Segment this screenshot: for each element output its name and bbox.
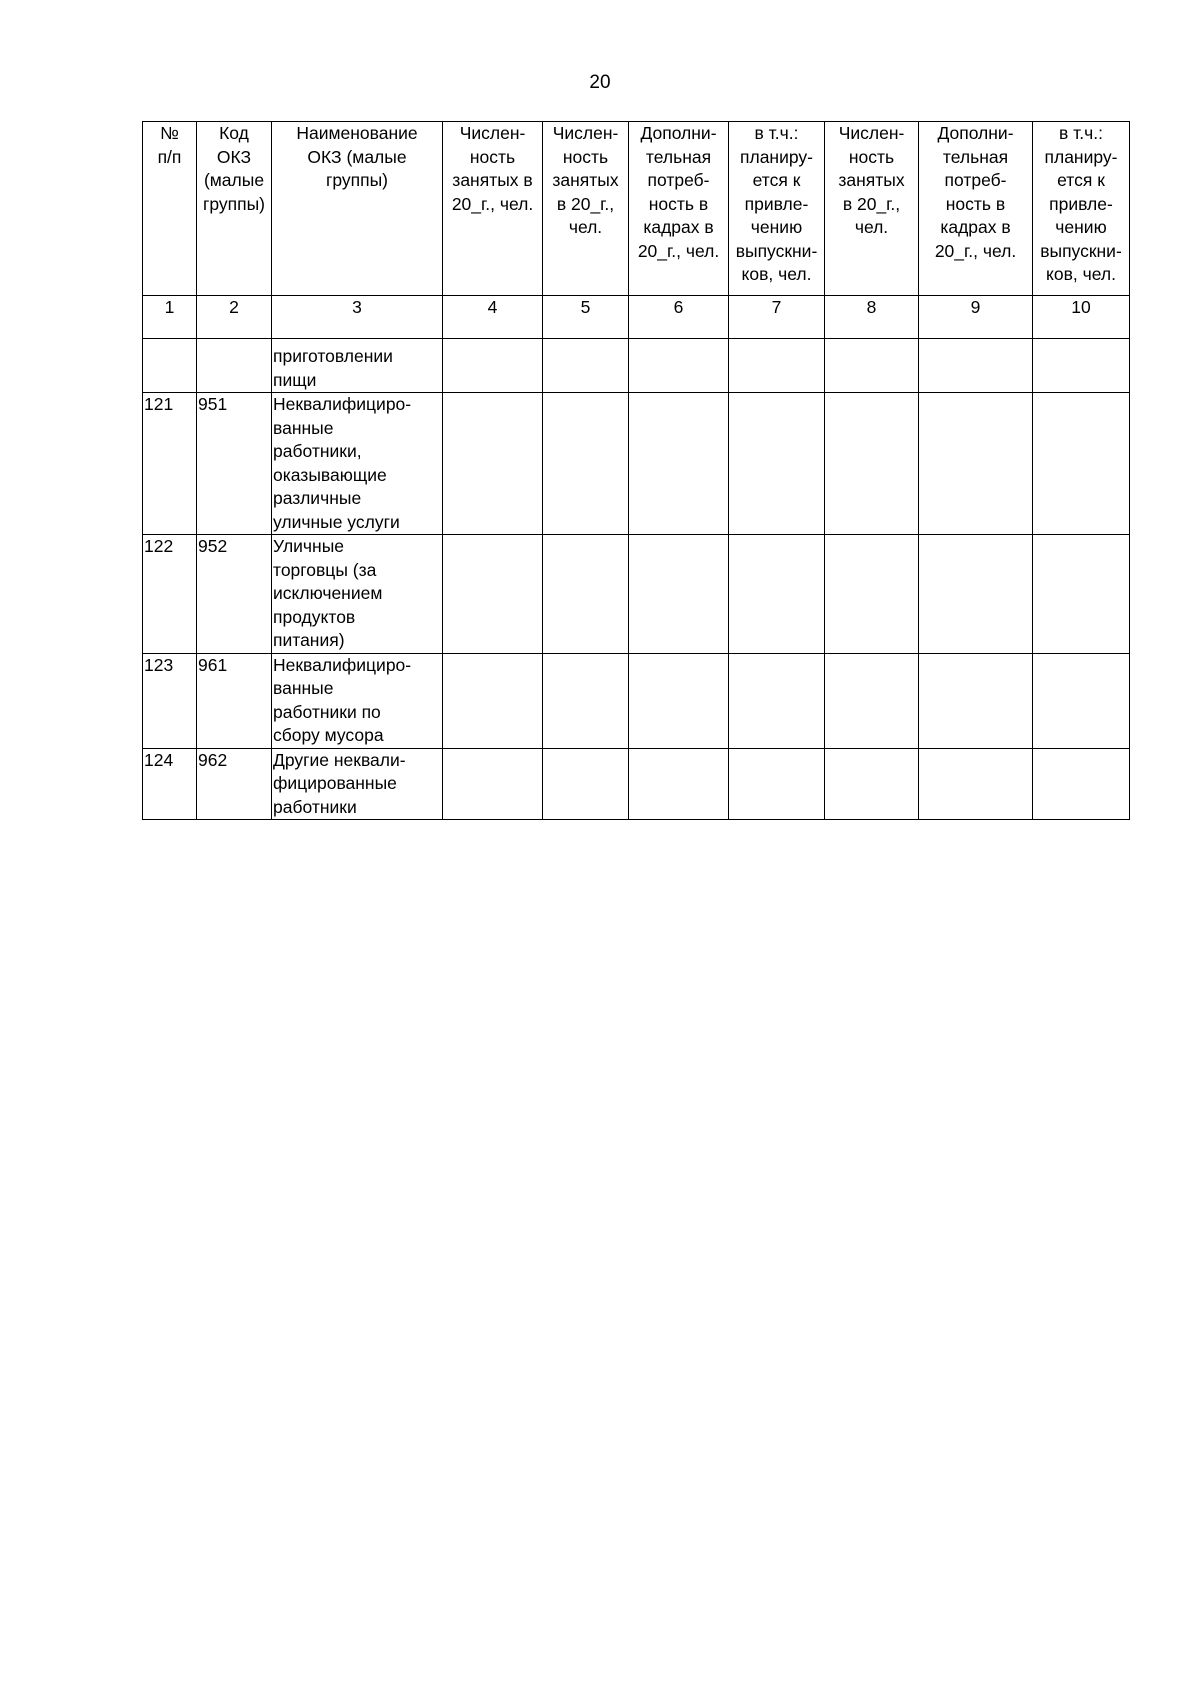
- column-number: 2: [197, 296, 272, 339]
- data-cell: [919, 653, 1033, 748]
- table-row: [143, 393, 1130, 535]
- header-employed-1: Числен- ность занятых в 20_г., чел.: [443, 122, 543, 296]
- data-cell: [1033, 393, 1130, 535]
- okz-name-cell: Уличные торговцы (за исключением продуктов питания): [272, 535, 443, 654]
- data-cell: [1033, 535, 1130, 654]
- okz-code-cell: 962: [197, 748, 272, 820]
- okz-staffing-table: [142, 121, 1130, 820]
- data-cell: [919, 748, 1033, 820]
- data-cell: [629, 339, 729, 393]
- okz-code-cell: [197, 339, 272, 393]
- data-cell: [443, 339, 543, 393]
- column-number: 1: [143, 296, 197, 339]
- row-number-cell: 124: [143, 748, 197, 820]
- column-number: 3: [272, 296, 443, 339]
- row-number-cell: 121: [143, 393, 197, 535]
- data-cell: [729, 535, 825, 654]
- column-number-row: [143, 296, 1130, 339]
- data-cell: [543, 339, 629, 393]
- header-additional-need-2: Дополни- тельная потреб- ность в кадрах в 20_г., чел.: [919, 122, 1033, 296]
- data-cell: [919, 339, 1033, 393]
- header-employed-2: Числен- ность занятых в 20_г., чел.: [543, 122, 629, 296]
- okz-code-cell: 952: [197, 535, 272, 654]
- data-cell: [543, 535, 629, 654]
- data-cell: [825, 393, 919, 535]
- row-number-cell: [143, 339, 197, 393]
- header-graduates-1: в т.ч.: планиру- ется к привле- чению выпускни- ков, чел.: [729, 122, 825, 296]
- column-number: 6: [629, 296, 729, 339]
- column-number: 5: [543, 296, 629, 339]
- data-cell: [729, 653, 825, 748]
- data-cell: [1033, 653, 1130, 748]
- row-number-cell: 123: [143, 653, 197, 748]
- header-additional-need-1: Дополни- тельная потреб- ность в кадрах в 20_г., чел.: [629, 122, 729, 296]
- data-cell: [629, 535, 729, 654]
- header-row-number: № п/п: [143, 122, 197, 296]
- data-cell: [543, 393, 629, 535]
- column-number: 4: [443, 296, 543, 339]
- column-number: 7: [729, 296, 825, 339]
- header-graduates-2: в т.ч.: планиру- ется к привле- чению выпускни- ков, чел.: [1033, 122, 1130, 296]
- okz-name-cell: Неквалифициро- ванные работники, оказывающие различные уличные услуги: [272, 393, 443, 535]
- data-cell: [443, 393, 543, 535]
- data-cell: [729, 339, 825, 393]
- data-cell: [729, 393, 825, 535]
- data-cell: [543, 748, 629, 820]
- table-row-continuation: [143, 339, 1130, 393]
- data-cell: [543, 653, 629, 748]
- column-number: 10: [1033, 296, 1130, 339]
- data-cell: [825, 653, 919, 748]
- table-header-row: [143, 122, 1130, 296]
- header-okz-code: Код ОКЗ (малые группы): [197, 122, 272, 296]
- data-cell: [443, 653, 543, 748]
- okz-code-cell: 961: [197, 653, 272, 748]
- data-cell: [629, 653, 729, 748]
- data-cell: [1033, 339, 1130, 393]
- table-row: [143, 653, 1130, 748]
- row-number-cell: 122: [143, 535, 197, 654]
- data-cell: [919, 535, 1033, 654]
- column-number: 9: [919, 296, 1033, 339]
- okz-name-cell: Неквалифициро- ванные работники по сбору мусора: [272, 653, 443, 748]
- page-number: 20: [589, 72, 611, 93]
- okz-code-cell: 951: [197, 393, 272, 535]
- header-okz-name: Наименование ОКЗ (малые группы): [272, 122, 443, 296]
- table-row: [143, 535, 1130, 654]
- data-cell: [825, 535, 919, 654]
- column-number: 8: [825, 296, 919, 339]
- okz-name-cell: Другие неквали- фицированные работники: [272, 748, 443, 820]
- data-cell: [729, 748, 825, 820]
- data-cell: [629, 393, 729, 535]
- data-cell: [1033, 748, 1130, 820]
- data-cell: [919, 393, 1033, 535]
- data-cell: [443, 535, 543, 654]
- data-cell: [825, 748, 919, 820]
- data-cell: [629, 748, 729, 820]
- header-employed-3: Числен- ность занятых в 20_г., чел.: [825, 122, 919, 296]
- data-cell: [443, 748, 543, 820]
- table-row: [143, 748, 1130, 820]
- okz-name-cell: приготовлении пищи: [272, 339, 443, 393]
- data-cell: [825, 339, 919, 393]
